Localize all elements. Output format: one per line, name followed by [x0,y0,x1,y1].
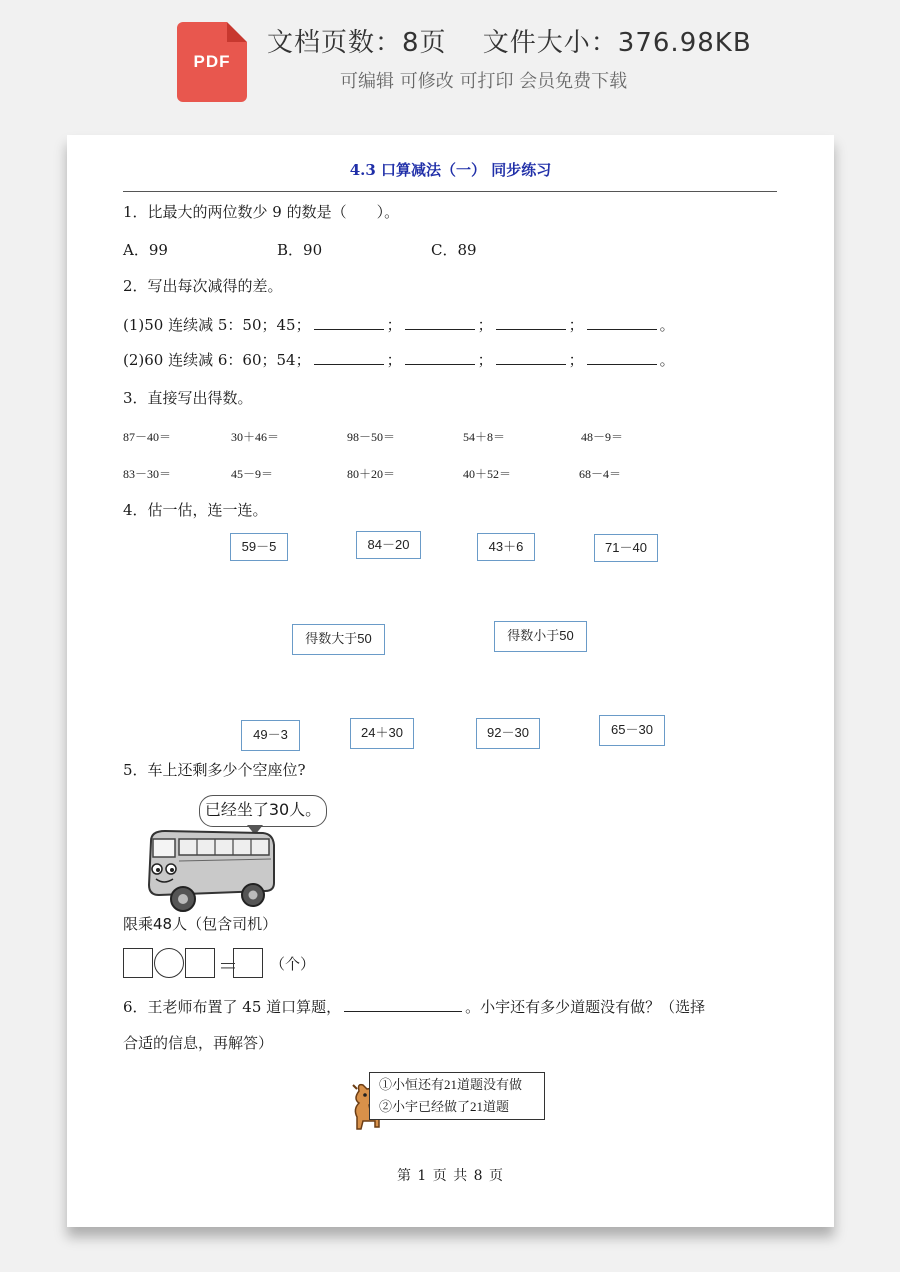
info-option-2[interactable]: ②小宇已经做了21道题 [379,1099,510,1114]
answer-blank[interactable] [496,315,566,330]
match-top-expression[interactable]: 43＋6 [477,533,535,561]
q6-text-b: 。小宇还有多少道题没有做？（选择 [465,998,706,1016]
equals-sign: ＝ [218,954,238,978]
separator: ； [568,316,584,334]
question-6-line-1 [123,997,705,1017]
answer-blank[interactable] [344,997,462,1012]
pdf-file-icon [177,22,247,102]
page-title: 4.3 口算减法（一） 同步练习 [349,161,552,179]
calc-item: 98－50＝ [347,430,396,444]
match-bottom-expression[interactable]: 65－30 [599,715,665,746]
match-bottom-expression[interactable]: 92－30 [476,718,540,749]
separator: ； [568,351,584,369]
q2-line-1-prefix: (1)50 连续减 5：50；45； [123,316,311,334]
period: 。 [659,351,675,369]
q1-option-a: A．99 [123,241,168,259]
calc-item: 45－9＝ [231,467,274,481]
match-bottom-expression[interactable]: 49－3 [241,720,300,751]
calc-item: 68－4＝ [579,467,622,481]
page-footer: 第 1 页 共 8 页 [396,1168,505,1184]
question-4: 4．估一估，连一连。 [123,501,268,519]
answer-box[interactable] [233,948,263,978]
info-option-1[interactable]: ①小恒还有21道题没有做 [379,1077,523,1092]
calc-item: 87－40＝ [123,430,172,444]
calc-item: 54＋8＝ [463,430,506,444]
pdf-icon-label: PDF [193,52,231,71]
equation-boxes [123,948,343,978]
match-top-expression[interactable]: 71－40 [594,534,658,562]
q1-option-b: B．90 [277,241,323,259]
calc-item: 83－30＝ [123,467,172,481]
q6-text-a: 6．王老师布置了 45 道口算题， [123,998,342,1016]
question-6-line-2: 合适的信息，再解答） [123,1034,274,1052]
file-info-title: 文档页数：8页 文件大小：376.98KB [267,28,752,58]
unit-label: （个） [270,955,316,973]
separator: ； [386,316,402,334]
answer-blank[interactable] [405,350,475,365]
answer-blank[interactable] [405,315,475,330]
calc-item: 80＋20＝ [347,467,396,481]
match-bottom-expression[interactable]: 24＋30 [350,718,414,749]
calc-item: 30＋46＝ [231,430,280,444]
speech-bubble: 已经坐了30人。 [199,795,327,827]
q2-line-1 [123,315,675,335]
separator: ； [477,351,493,369]
q1-option-c: C．89 [431,241,477,259]
answer-blank[interactable] [314,350,384,365]
question-5: 5．车上还剩多少个空座位? [123,761,306,779]
answer-blank[interactable] [587,315,657,330]
match-top-expression[interactable]: 84－20 [356,531,421,559]
answer-blank[interactable] [314,315,384,330]
question-1: 1．比最大的两位数少 9 的数是（ ）。 [123,203,400,221]
info-options-box [369,1072,545,1120]
separator: ； [477,316,493,334]
match-category-greater[interactable]: 得数大于50 [292,624,385,655]
answer-box[interactable] [185,948,215,978]
answer-blank[interactable] [587,350,657,365]
period: 。 [659,316,675,334]
calc-item: 48－9＝ [581,430,624,444]
operator-circle[interactable] [154,948,184,978]
question-2: 2．写出每次减得的差。 [123,277,283,295]
calc-item: 40＋52＝ [463,467,512,481]
file-features: 可编辑 可修改 可打印 会员免费下载 [340,71,628,92]
answer-blank[interactable] [496,350,566,365]
answer-box[interactable] [123,948,153,978]
title-divider [123,191,777,192]
bus-illustration [145,827,277,913]
question-3: 3．直接写出得数。 [123,389,253,407]
document-page [67,135,834,1227]
separator: ； [386,351,402,369]
bus-capacity-label: 限乘48人（包含司机） [123,915,278,933]
q2-line-2-prefix: (2)60 连续减 6：60；54； [123,351,311,369]
match-top-expression[interactable]: 59－5 [230,533,288,561]
q2-line-2 [123,350,675,370]
match-category-less[interactable]: 得数小于50 [494,621,587,652]
download-banner [0,0,900,120]
